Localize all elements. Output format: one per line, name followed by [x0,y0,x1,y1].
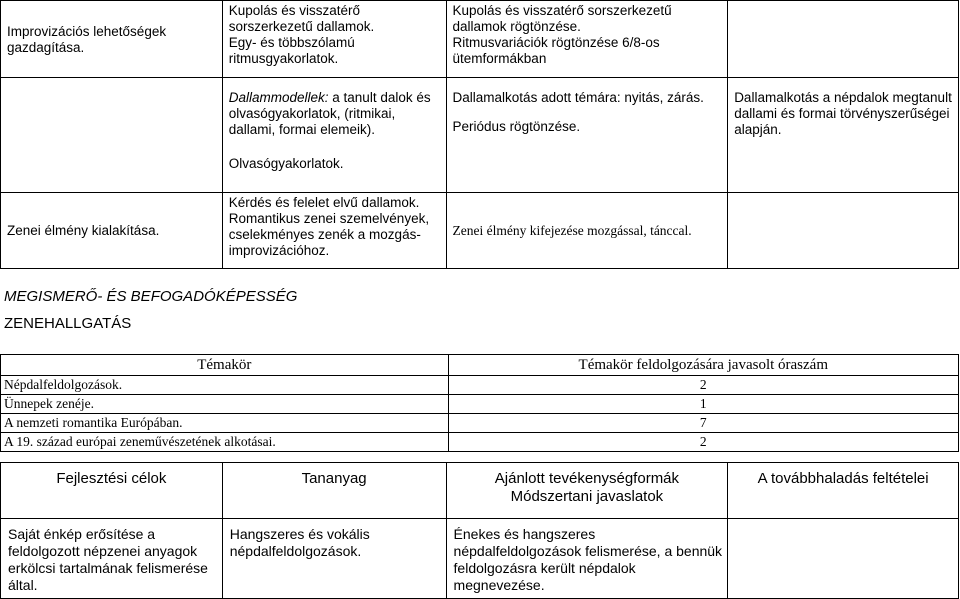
model-label: Dallammodellek: [228,90,329,105]
section-title: MEGISMERŐ- ÉS BEFOGADÓKÉPESSÉG [4,288,298,305]
goal-cell: Saját énkép erősítése a feldolgozott népzenei anyagok erkölcsi tartalmának felismerése által. [1,519,223,599]
hours-cell: 7 [448,414,958,433]
topic-cell: A 19. század európai zeneművészetének alkotásai. [1,433,449,452]
dev-header-row [1,463,959,519]
reading-exercises: Olvasógyakorlatok. [228,156,344,171]
hours-cell: 1 [448,395,958,414]
hours-cell: 2 [448,376,958,395]
section-subtitle: ZENEHALLGATÁS [4,315,132,332]
model-desc: a tanult dalok és olvasógyakorlatok, (ritmikai, dallami, formai elemeik). [228,90,431,137]
content-line: Romantikus zenei szemelvények, cselekményes zenék a mozgás-improvizációhoz. [228,211,430,258]
content-cell [222,1,446,78]
table-row [1,193,959,269]
goals-header: Fejlesztési célok [1,463,223,519]
table-row [1,376,959,395]
activity-cell [446,1,728,78]
topic-header: Témakör [1,355,449,376]
hours-cell: 2 [448,433,958,452]
condition-cell [728,1,959,78]
content-cell [222,193,446,269]
activities-header [446,463,728,519]
table-row [1,1,959,78]
top-curriculum-table [0,0,959,269]
goal-cell: Zenei élmény kialakítása. [1,193,223,269]
topic-cell: Ünnepek zenéje. [1,395,449,414]
hours-table [0,354,959,452]
condition-cell [728,519,959,599]
content-cell [222,78,446,193]
activity-line: Ritmusvariációk rögtönzése 6/8-os ütemformákban [452,35,660,66]
table-row [1,433,959,452]
activity-line: Kupolás és visszatérő sorszerkezetű dallamok rögtönzése. [452,3,672,34]
table-row [1,395,959,414]
content-line: Egy- és többszólamú ritmusgyakorlatok. [228,35,355,66]
topic-cell: A nemzeti romantika Európában. [1,414,449,433]
methods-header-line: Módszertani javaslatok [510,488,664,505]
table-row [1,519,959,599]
condition-cell: Dallamalkotás a népdalok megtanult dallami és formai törvényszerűségei alapján. [728,78,959,193]
hours-header: Témakör feldolgozására javasolt óraszám [448,355,958,376]
activities-header-line: Ajánlott tevékenységformák [494,470,680,487]
activity-cell: Énekes és hangszeres népdalfeldolgozások felismerése, a bennük feldolgozásra került népdalok megnevezése. [446,519,728,599]
material-header: Tananyag [222,463,446,519]
activity-line: Dallamalkotás adott témára: nyitás, zárás. [452,90,704,105]
goal-cell [1,78,223,193]
table-row [1,414,959,433]
activity-cell [446,78,728,193]
material-cell: Hangszeres és vokális népdalfeldolgozások. [222,519,446,599]
conditions-header: A továbbhaladás feltételei [728,463,959,519]
hours-header-row [1,355,959,376]
table-row [1,78,959,193]
activity-line: Periódus rögtönzése. [452,119,581,134]
topic-cell: Népdalfeldolgozások. [1,376,449,395]
content-line: Kérdés és felelet elvű dallamok. [228,195,420,210]
goal-cell: Improvizációs lehetőségek gazdagítása. [1,1,223,78]
model-text [229,90,442,138]
condition-cell [728,193,959,269]
content-line: Kupolás és visszatérő sorszerkezetű dallamok. [228,3,375,34]
development-table [0,462,959,599]
activity-cell: Zenei élmény kifejezése mozgással, tánccal. [446,193,728,269]
